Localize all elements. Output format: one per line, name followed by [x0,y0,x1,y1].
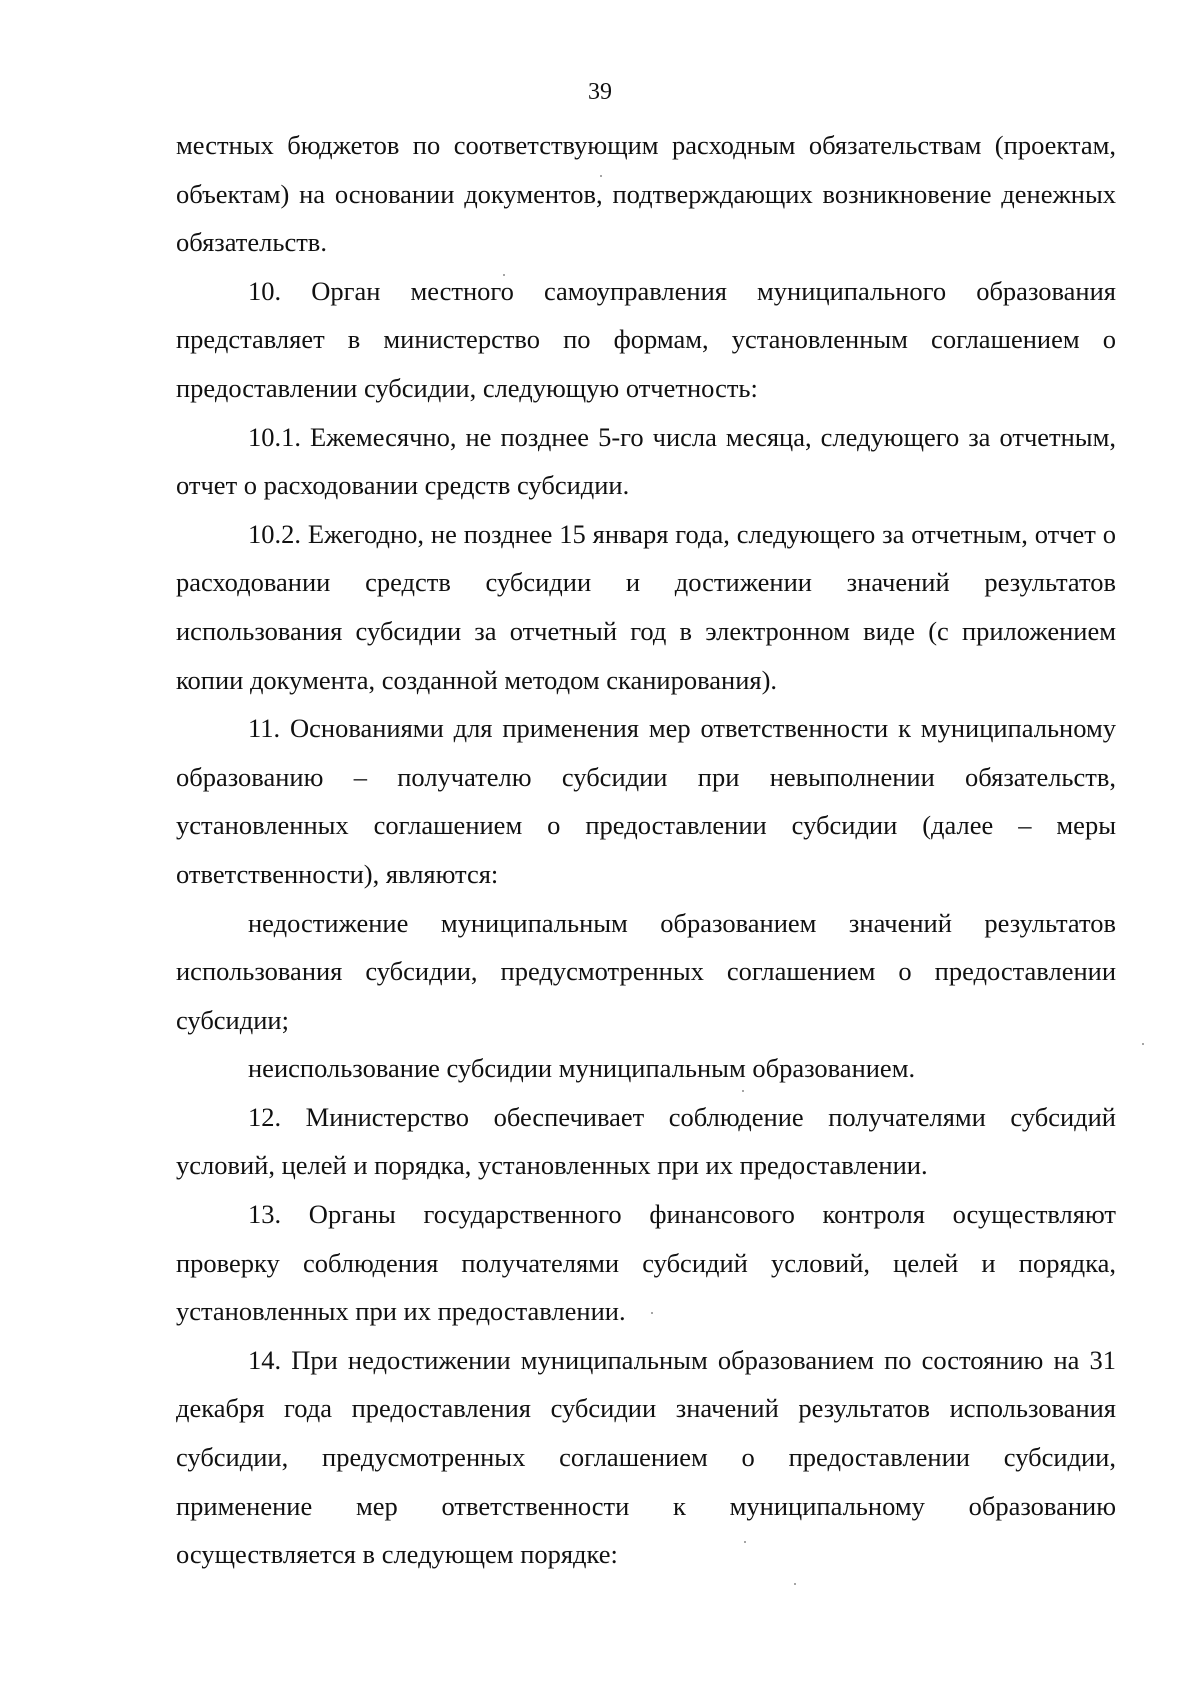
paragraph-10-1: 10.1. Ежемесячно, не позднее 5-го числа месяца, следующего за отчетным, отчет о расходовании средств субсидии. [176,421,1116,501]
paragraph-continuation: местных бюджетов по соответствующим расходным обязательствам (проектам, объектам) на основании документов, подтверждающих возникновение денежных обязательств. [176,130,1116,258]
paragraph-10-2: 10.2. Ежегодно, не позднее 15 января года, следующего за отчетным, отчет о расходовании средств субсидии и достижении значений результатов использования субсидии за отчетный год в электронном виде (с приложением копии документа, созданной методом сканирования). [176,518,1116,695]
paragraph-14: 14. При недостижении муниципальным образованием по состоянию на 31 декабря года предоставления субсидии значений результатов использования субсидии, предусмотренных соглашением о предоставлении субсидии, применение мер ответственности к муниципальному образованию осуществляется в следующем порядке: [176,1344,1116,1570]
document-body [176,121,1116,1579]
paragraph-11-item-1: недостижение муниципальным образованием значений результатов использования субсидии, предусмотренных соглашением о предоставлении субсидии; [176,907,1116,1035]
scan-speck [744,1541,746,1543]
paragraph-10: 10. Орган местного самоуправления муниципального образования представляет в министерство по формам, установленным соглашением о предоставлении субсидии, следующую отчетность: [176,275,1116,403]
scan-speck [1142,1043,1144,1045]
paragraph-11: 11. Основаниями для применения мер ответственности к муниципальному образованию – получателю субсидии при невыполнении обязательств, установленных соглашением о предоставлении субсидии (далее – меры ответственности), являются: [176,713,1116,889]
scan-speck [503,274,505,276]
paragraph-12: 12. Министерство обеспечивает соблюдение получателями субсидий условий, целей и порядка, установленных при их предоставлении. [176,1101,1116,1181]
scan-speck [651,1312,653,1314]
page-number: 39 [588,79,612,105]
paragraph-11-item-2: неиспользование субсидии муниципальным образованием. [248,1053,916,1084]
scan-speck [742,1090,744,1092]
scan-speck [600,175,602,177]
paragraph-13: 13. Органы государственного финансового контроля осуществляют проверку соблюдения получателями субсидий условий, целей и порядка, установленных при их предоставлении. [176,1199,1116,1327]
scan-speck [794,1583,796,1585]
